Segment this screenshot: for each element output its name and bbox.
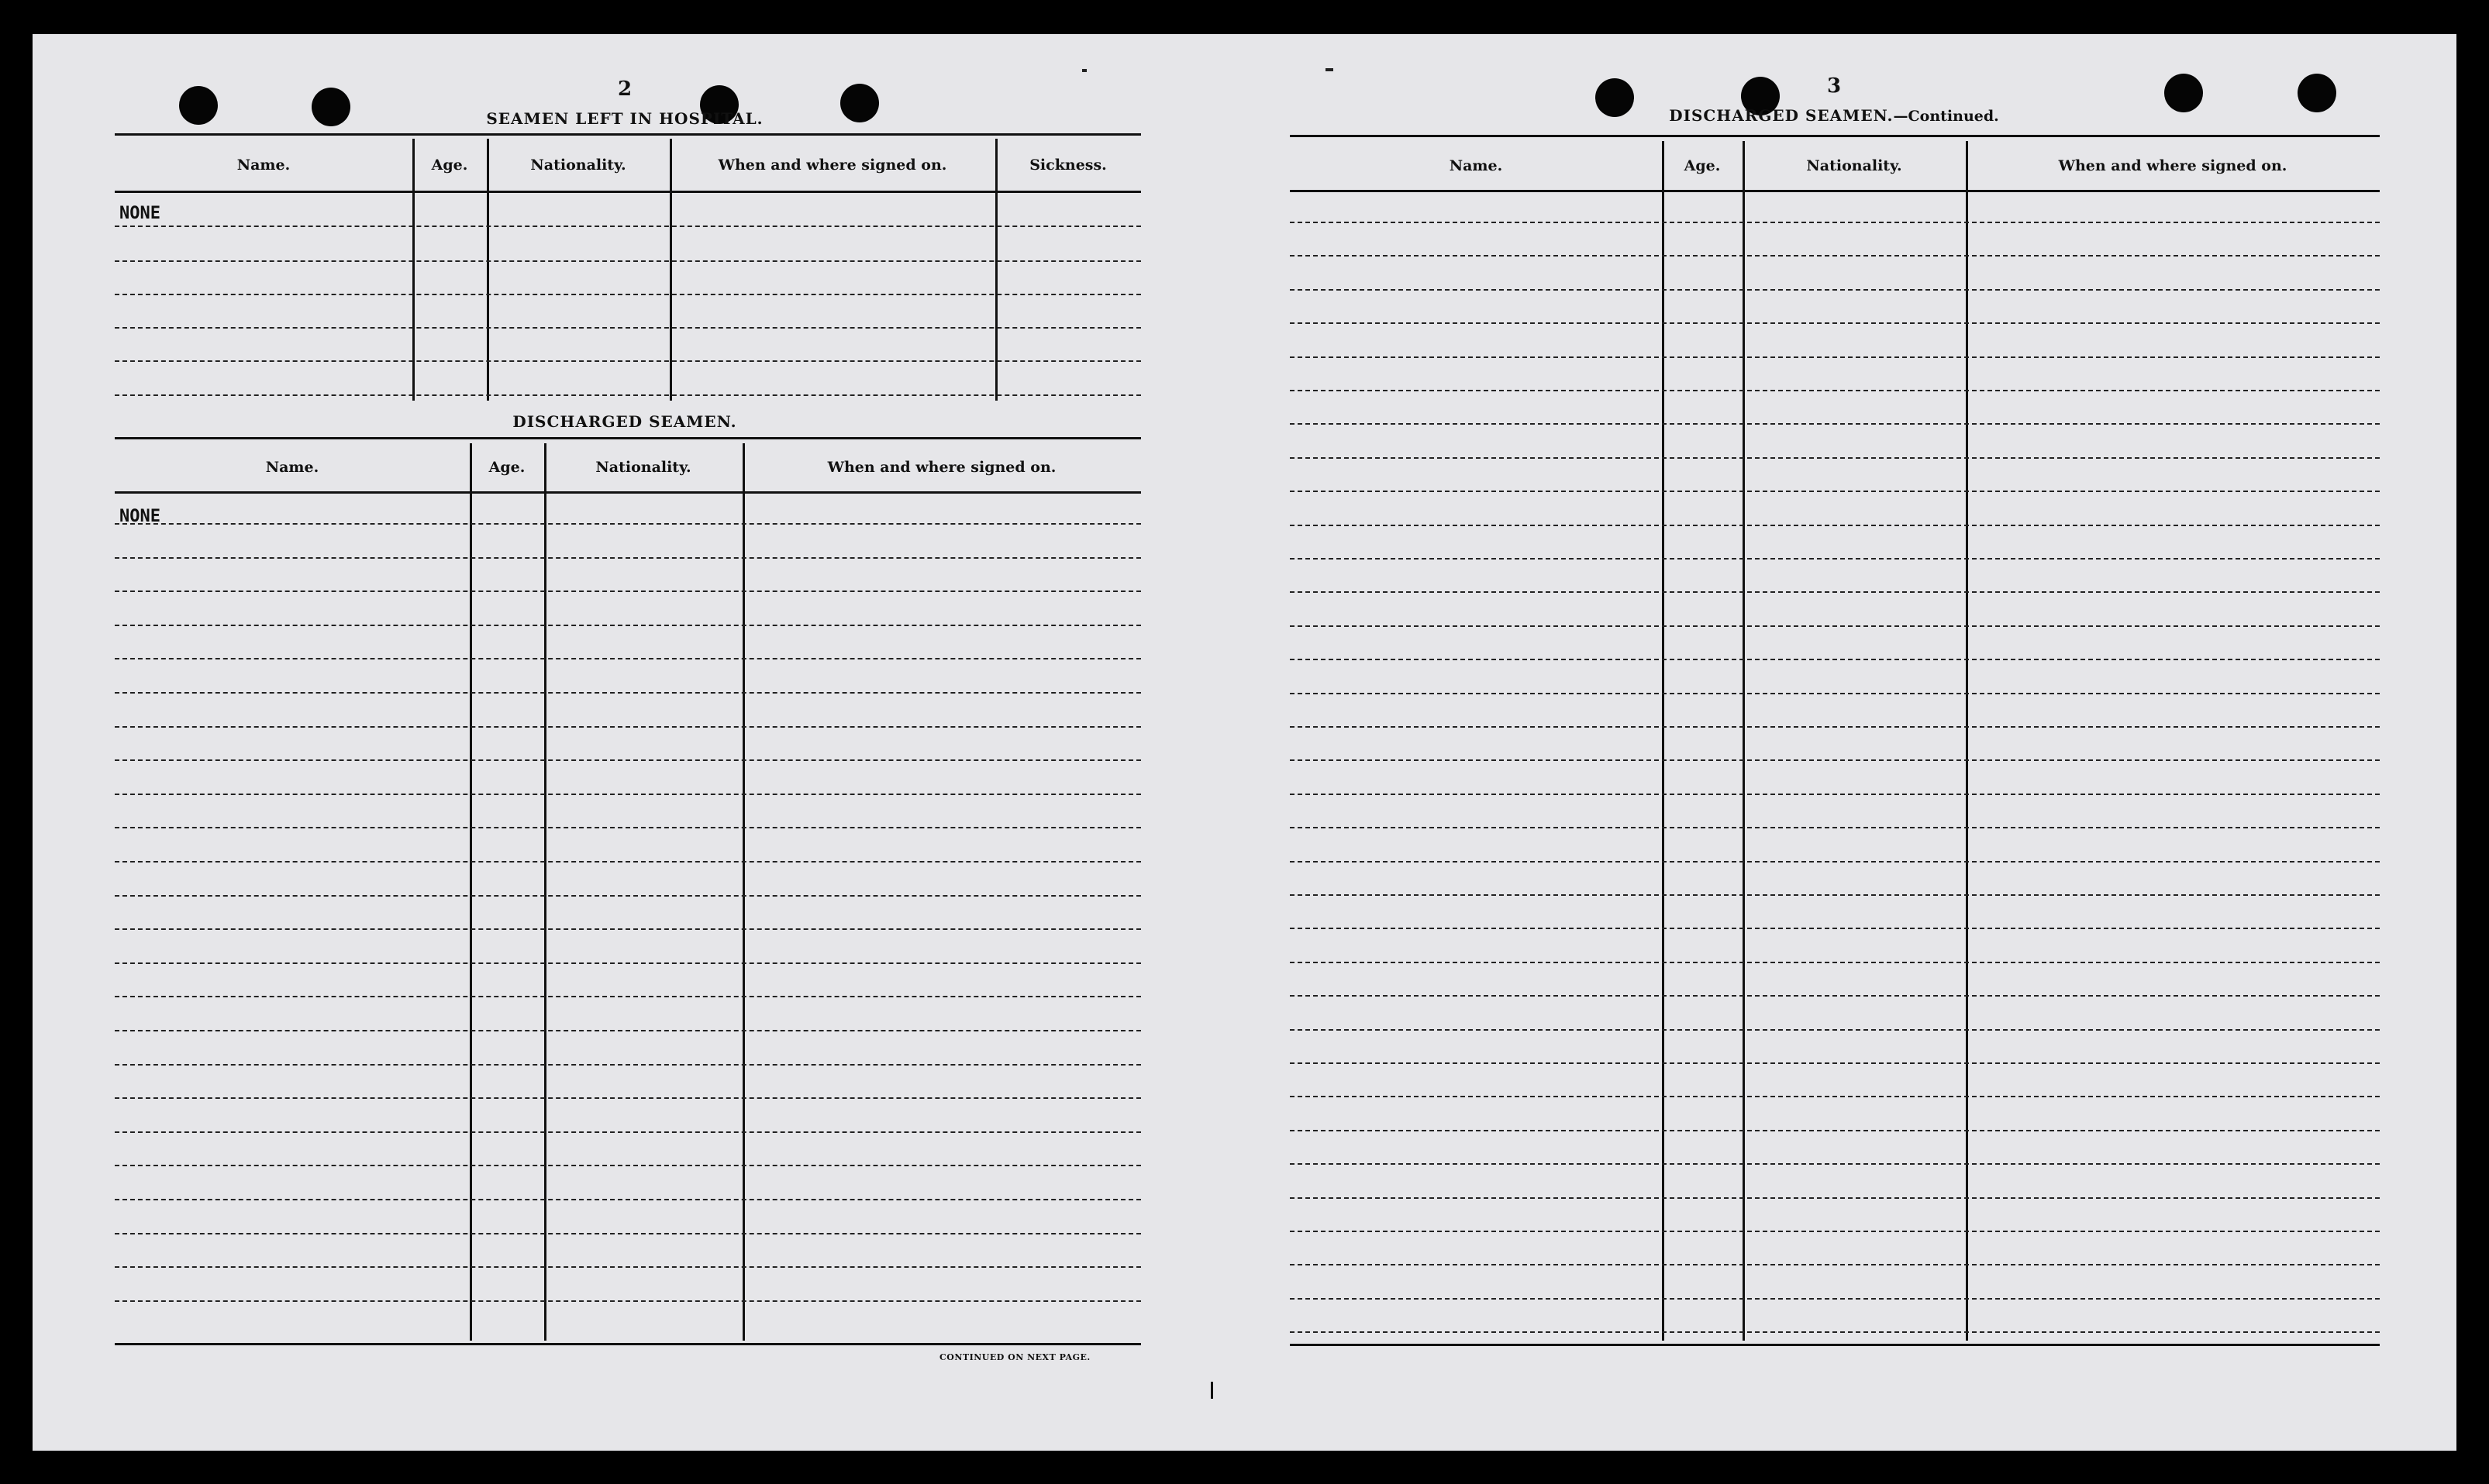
column-divider: [1743, 141, 1745, 1341]
entry-line: [1290, 693, 2380, 694]
entry-line: [1290, 255, 2380, 257]
punch-hole: [2164, 74, 2203, 112]
column-header-age: Age.: [1684, 157, 1721, 174]
entry-line: [115, 1300, 1141, 1302]
entry-line: [1290, 759, 2380, 761]
column-header-age: Age.: [431, 156, 468, 174]
entry-line: [1290, 1331, 2380, 1333]
entry-line: [115, 827, 1141, 828]
entry-line: [1290, 827, 2380, 828]
page-number: 2: [617, 77, 633, 101]
entry-line: [115, 1131, 1141, 1133]
entry-line: [115, 557, 1141, 559]
page-fold-mark: [1211, 1382, 1213, 1399]
hospital-section-title: SEAMEN LEFT IN HOSPITAL.: [486, 109, 764, 128]
column-header-name: Name.: [236, 156, 291, 174]
column-divider: [743, 443, 745, 1341]
discharged-entry-text: NONE: [119, 507, 160, 526]
ink-speck: [1326, 68, 1333, 71]
entry-line: [1290, 928, 2380, 929]
entry-line: [115, 658, 1141, 659]
entry-line: [1290, 1298, 2380, 1300]
entry-line: [1290, 1197, 2380, 1199]
discharged-section-title: DISCHARGED SEAMEN.: [512, 412, 737, 431]
punch-hole: [312, 88, 350, 126]
continued-suffix: —Continued.: [1893, 108, 1999, 125]
entry-line: [1290, 726, 2380, 728]
entry-line: [1290, 995, 2380, 997]
column-header-name: Name.: [265, 459, 319, 476]
entry-line: [1290, 659, 2380, 660]
entry-line: [115, 1233, 1141, 1234]
entry-line: [115, 1266, 1141, 1268]
entry-line: [1290, 1231, 2380, 1232]
entry-line: [1290, 457, 2380, 459]
entry-line: [1290, 591, 2380, 593]
column-header-age: Age.: [488, 459, 526, 476]
entry-line: [115, 759, 1141, 761]
entry-line: [115, 1097, 1141, 1099]
entry-line: [115, 591, 1141, 592]
table-bottom-rule: [1290, 1344, 2380, 1346]
punch-hole: [179, 86, 218, 125]
entry-line: [1290, 1130, 2380, 1131]
entry-line: [1290, 322, 2380, 324]
section-rule: [115, 437, 1141, 439]
discharged-continued-title: [1669, 106, 1999, 125]
section-rule: [115, 133, 1141, 136]
entry-line: [1290, 222, 2380, 223]
entry-line: [1290, 1029, 2380, 1031]
entry-line: [1290, 1163, 2380, 1165]
entry-line: [115, 394, 1141, 396]
hospital-table-header: [115, 139, 1141, 193]
entry-line: [115, 692, 1141, 694]
entry-line: [115, 625, 1141, 626]
entry-line: [1290, 356, 2380, 358]
entry-line: [115, 1165, 1141, 1166]
discharged-table-right: [1290, 141, 2380, 1341]
punch-hole: [2298, 74, 2336, 112]
entry-line: [115, 794, 1141, 795]
entry-line: [115, 928, 1141, 930]
entry-line: [1290, 390, 2380, 391]
entry-line: [1290, 491, 2380, 492]
entry-line: [115, 523, 1141, 525]
discharged-title-text: DISCHARGED SEAMEN.: [1669, 106, 1894, 125]
entry-line: [1290, 625, 2380, 627]
entry-line: [115, 1064, 1141, 1066]
entry-line: [115, 327, 1141, 329]
discharged-table-header: [1290, 141, 2380, 192]
entry-line: [1290, 525, 2380, 526]
entry-line: [1290, 962, 2380, 963]
entry-line: [115, 962, 1141, 964]
column-divider: [470, 443, 472, 1341]
entry-line: [1290, 423, 2380, 425]
entry-line: [1290, 794, 2380, 795]
entry-line: [115, 294, 1141, 295]
column-header-nationality: Nationality.: [530, 156, 626, 174]
punch-hole: [840, 84, 879, 122]
page-number: 3: [1826, 74, 1842, 98]
entry-line: [1290, 894, 2380, 896]
entry-line: [115, 1199, 1141, 1200]
column-header-signed-on: When and where signed on.: [718, 156, 947, 174]
hospital-table: [115, 139, 1141, 401]
entry-line: [115, 861, 1141, 863]
entry-line: [1290, 1096, 2380, 1097]
entry-line: [1290, 1264, 2380, 1265]
ink-speck: [1082, 69, 1087, 72]
table-bottom-rule: [115, 1343, 1141, 1345]
column-header-signed-on: When and where signed on.: [2058, 157, 2287, 174]
continued-note: CONTINUED ON NEXT PAGE.: [939, 1352, 1091, 1362]
entry-line: [1290, 289, 2380, 291]
column-divider: [544, 443, 546, 1341]
column-header-nationality: Nationality.: [595, 459, 691, 476]
column-header-nationality: Nationality.: [1806, 157, 1902, 174]
hospital-entry-text: NONE: [119, 204, 160, 223]
column-header-name: Name.: [1449, 157, 1503, 174]
entry-line: [115, 895, 1141, 897]
entry-line: [115, 260, 1141, 262]
punch-hole: [1595, 78, 1634, 117]
column-header-signed-on: When and where signed on.: [827, 459, 1057, 476]
entry-line: [115, 226, 1141, 227]
discharged-table-header: [115, 443, 1141, 494]
entry-line: [115, 360, 1141, 362]
entry-line: [115, 1030, 1141, 1031]
column-divider: [1966, 141, 1968, 1341]
column-divider: [1662, 141, 1664, 1341]
entry-line: [115, 726, 1141, 728]
entry-line: [115, 996, 1141, 997]
section-rule: [1290, 135, 2380, 137]
column-header-sickness: Sickness.: [1029, 156, 1107, 174]
entry-line: [1290, 1062, 2380, 1064]
entry-line: [1290, 558, 2380, 560]
discharged-table-left: [115, 443, 1141, 1341]
entry-line: [1290, 861, 2380, 863]
